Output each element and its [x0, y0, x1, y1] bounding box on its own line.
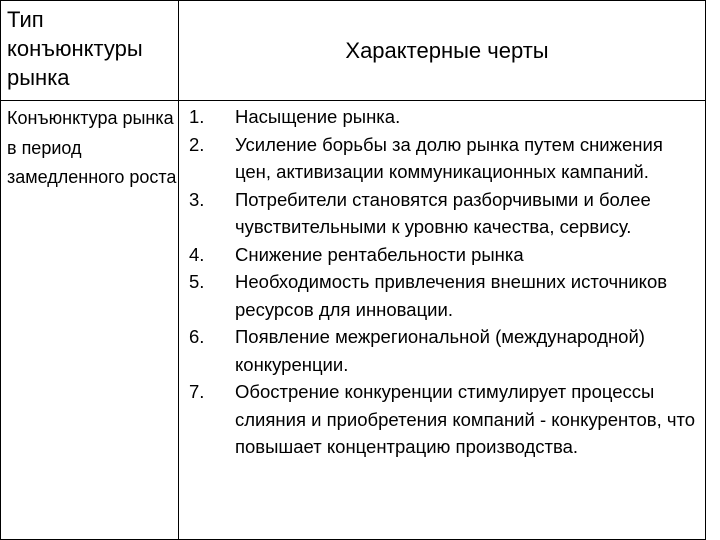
item-text: Снижение рентабельности рынка	[235, 243, 524, 265]
item-text: Потребители становятся разборчивыми и более чувствительными к уровню качества, сервису.	[235, 188, 651, 237]
list-item	[179, 268, 701, 323]
item-text: Обострение конкуренции стимулирует процессы слияния и приобретения компаний - конкурентов, что повышает концентрацию производства.	[235, 381, 696, 457]
table-row	[1, 101, 706, 540]
list-item	[179, 103, 701, 131]
item-text: Необходимость привлечения внешних источников ресурсов для инновации.	[235, 271, 668, 320]
item-text: Насыщение рынка.	[235, 106, 401, 127]
list-item	[179, 323, 701, 378]
item-number: 2.	[189, 133, 205, 155]
list-item	[179, 131, 701, 186]
list-item	[179, 186, 701, 241]
item-number: 1.	[189, 106, 205, 127]
features-list	[179, 103, 701, 461]
table-header-row	[1, 1, 706, 101]
item-text: Появление межрегиональной (международной) конкуренции.	[235, 326, 645, 375]
item-number: 4.	[189, 243, 205, 265]
item-number: 3.	[189, 188, 205, 210]
item-number: 7.	[189, 381, 205, 402]
list-item	[179, 378, 701, 461]
features-cell	[179, 101, 706, 540]
item-text: Усиление борьбы за долю рынка путем снижения цен, активизации коммуникационных кампаний.	[235, 133, 663, 182]
list-item	[179, 241, 701, 269]
header-type-cell: Тип конъюнктуры рынка	[1, 1, 179, 101]
header-features-cell: Характерные черты	[179, 1, 706, 101]
item-number: 5.	[189, 271, 205, 292]
market-type-cell: Конъюнктура рынка в период замедленного роста	[1, 101, 179, 540]
item-number: 6.	[189, 326, 205, 347]
